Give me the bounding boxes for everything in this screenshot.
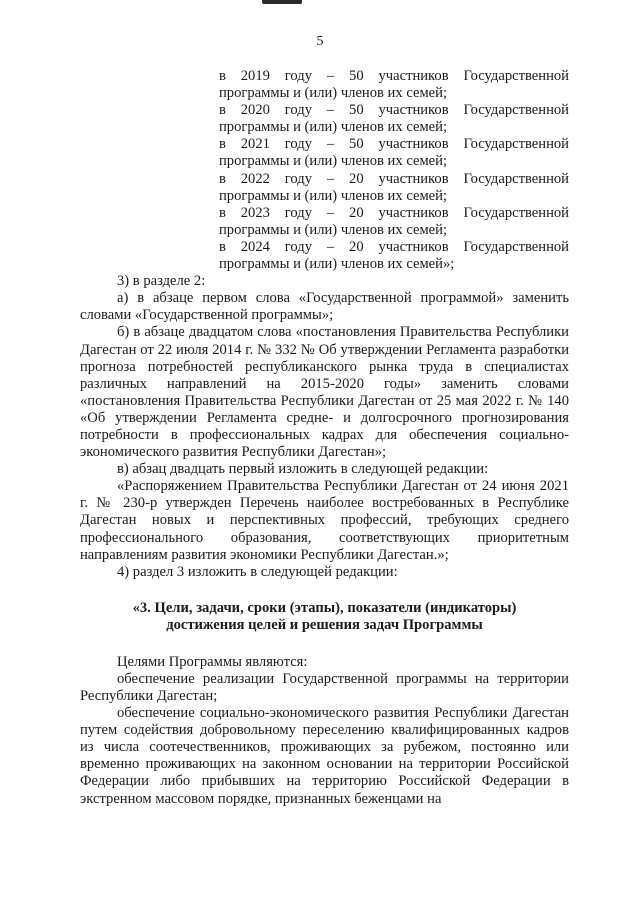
list-item-2020: в 2020 году – 50 участников Государственной программы и (или) членов их семей; [219,102,569,136]
section-heading-line-1: «3. Цели, задачи, сроки (этапы), показатели (индикаторы) [132,599,517,616]
list-item-2019: в 2019 году – 50 участников Государственной программы и (или) членов их семей; [219,68,569,102]
list-item-2024: в 2024 году – 20 участников Государственной программы и (или) членов их семей»; [219,238,569,273]
paragraph-subitem-b: б) в абзаце двадцатом слова «постановления Правительства Республики Дагестан от 22 июля 2014 г. № 332 № Об утверждении Регламента разработки прогноза потребностей республиканского рынка труда в специалистах различных направлений на 2015-2020 годы» заменить словами «постановления Правительства Республики Дагестан от 25 мая 2022 г. № 140 «Об утверждении Регламента средне- и долгосрочного прогнозирования потребности в профессиональных кадрах для обеспечения социально-экономического развития Республики Дагестан»; [80,324,569,461]
section-heading-line-2: достижения целей и решения задач Программы [166,617,483,634]
participants-by-year-list [219,68,569,273]
page-number: 5 [316,34,324,49]
section-heading [80,600,569,635]
paragraph-goals-intro: Целями Программы являются: [117,653,308,670]
scan-artifact-mark [262,0,302,4]
document-body [80,68,569,808]
list-item-2023: в 2023 году – 20 участников Государственной программы и (или) членов их семей; [219,204,569,238]
paragraph-section-3: 4) раздел 3 изложить в следующей редакции: [117,563,398,580]
paragraph-section-2: 3) в разделе 2: [117,273,206,290]
paragraph-subitem-v: в) абзац двадцать первый изложить в следующей редакции: [117,461,489,478]
list-item-2021: в 2021 году – 50 участников Государственной программы и (или) членов их семей; [219,136,569,170]
paragraph-quoted-order: «Распоряжением Правительства Республики Дагестан от 24 июня 2021 г. № 230-р утвержден Перечень наиболее востребованных в Республике Дагестан новых и перспективных профессий, требующих среднего профессионального образования, соответствующих приоритетным направлениям развития экономики Республики Дагестан.»; [80,478,569,563]
paragraph-subitem-a: а) в абзаце первом слова «Государственной программой» заменить словами «Государственной программы»; [80,290,569,324]
paragraph-goal-1: обеспечение реализации Государственной программы на территории Республики Дагестан; [80,670,569,704]
paragraph-goal-2: обеспечение социально-экономического развития Республики Дагестан путем содействия добровольному переселению квалифицированных кадров из числа соотечественников, проживающих за рубежом, постоянно или временно проживающих на законном основании на территории Российской Федерации либо прибывших на территорию Российской Федерации в экстренном массовом порядке, признанных беженцами на [80,705,569,807]
list-item-2022: в 2022 году – 20 участников Государственной программы и (или) членов их семей; [219,170,569,204]
